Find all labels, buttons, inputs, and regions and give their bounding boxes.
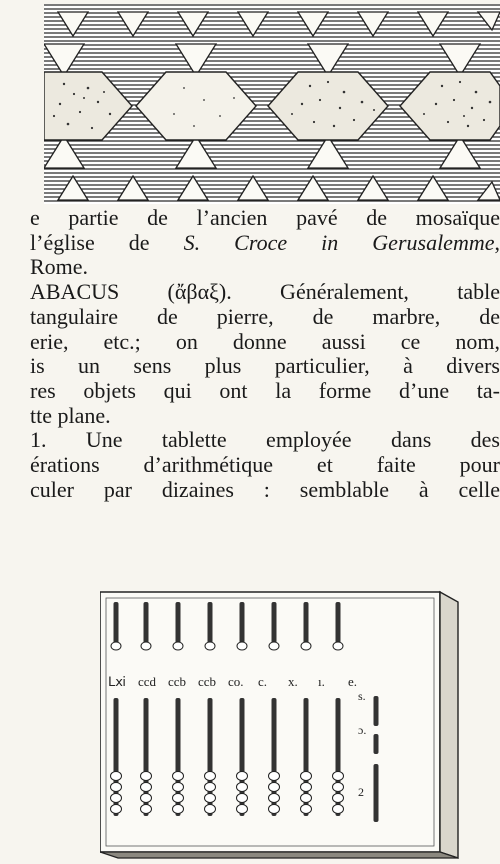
text-line <box>30 379 500 404</box>
abacus-bead <box>173 783 184 792</box>
text-segment: res objets qui ont la forme d’une ta- <box>30 378 500 403</box>
abacus-column-label: ccb <box>198 674 217 689</box>
text-segment: culer par dizaines : semblable à celle <box>30 477 500 502</box>
text-line <box>30 428 500 453</box>
text-segment: l’église de <box>30 230 184 255</box>
abacus-bead <box>269 794 280 803</box>
abacus-column-label: ccd <box>138 674 157 689</box>
abacus-column-label: Ⅼⅺ <box>108 674 126 689</box>
abacus-column-label: e. <box>348 674 358 689</box>
abacus-bead <box>333 642 343 650</box>
abacus-bead <box>237 805 248 814</box>
abacus-column-label: ccb <box>168 674 187 689</box>
abacus-bead <box>141 805 152 814</box>
text-line <box>30 255 500 280</box>
abacus-bead <box>205 805 216 814</box>
abacus-bead <box>141 783 152 792</box>
abacus-bead <box>205 642 215 650</box>
text-segment: tte plane. <box>30 403 111 428</box>
text-segment: erie, etc.; on donne aussi ce nom, <box>30 329 500 354</box>
abacus-bead <box>141 772 152 781</box>
abacus-bead <box>333 772 344 781</box>
abacus-bead <box>269 642 279 650</box>
text-line <box>30 206 500 231</box>
abacus-bead <box>173 642 183 650</box>
abacus-column-label: x. <box>288 674 298 689</box>
abacus-bead <box>111 783 122 792</box>
abacus-bead <box>173 794 184 803</box>
abacus-bead <box>141 642 151 650</box>
italic-segment: S. Croce in Gerusalemme <box>183 230 495 255</box>
text-segment: 1. Une tablette employée dans des <box>30 428 500 453</box>
text-segment: e partie de l’ancien pavé de mosaïque <box>30 206 500 230</box>
abacus-bead <box>141 794 152 803</box>
side-rod <box>374 734 379 754</box>
abacus-bead <box>237 642 247 650</box>
mosaic-pavement-illustration <box>44 4 500 204</box>
text-segment: ABACUS (ἄβαξ). Généralement, table <box>30 280 500 305</box>
abacus-bead <box>111 772 122 781</box>
abacus-column-label: co. <box>228 674 244 689</box>
abacus-bead <box>269 805 280 814</box>
text-segment: érations d’arithmétique et faite pour <box>30 453 500 478</box>
abacus-illustration <box>100 586 465 864</box>
abacus-bead <box>333 794 344 803</box>
text-line <box>30 404 500 429</box>
abacus-bead <box>269 772 280 781</box>
text-line <box>30 305 500 330</box>
text-segment: Rome. <box>30 255 89 280</box>
abacus-bead <box>269 783 280 792</box>
article-text <box>30 206 500 502</box>
abacus-bead <box>205 772 216 781</box>
abacus-bead <box>111 794 122 803</box>
abacus-bead <box>237 772 248 781</box>
abacus-bead <box>301 783 312 792</box>
abacus-bead <box>301 794 312 803</box>
abacus-bead <box>237 783 248 792</box>
abacus-bead <box>237 794 248 803</box>
text-line <box>30 231 500 256</box>
text-segment: is un sens plus particulier, à divers <box>30 354 500 379</box>
abacus-bead <box>333 783 344 792</box>
side-rod <box>374 696 379 726</box>
text-line <box>30 354 500 379</box>
text-line <box>30 330 500 355</box>
abacus-side-label: s. <box>358 689 366 703</box>
abacus-bead <box>111 805 122 814</box>
abacus-column-label: c. <box>258 674 268 689</box>
abacus-bead <box>111 642 121 650</box>
abacus-bead <box>301 772 312 781</box>
abacus-bead <box>173 772 184 781</box>
text-segment: , <box>494 230 500 255</box>
abacus-bead <box>205 794 216 803</box>
text-segment: tangulaire de pierre, de marbre, de <box>30 304 500 329</box>
abacus-bead <box>333 805 344 814</box>
text-line <box>30 280 500 305</box>
abacus-bead <box>301 642 311 650</box>
abacus-bead <box>205 783 216 792</box>
text-line <box>30 478 500 503</box>
abacus-side-label: ɔ. <box>358 723 367 737</box>
abacus-bead <box>301 805 312 814</box>
side-rod <box>374 764 379 822</box>
text-line <box>30 453 500 478</box>
abacus-column-label: ı. <box>318 674 325 689</box>
abacus-side-label: 2 <box>358 785 364 799</box>
abacus-bead <box>173 805 184 814</box>
